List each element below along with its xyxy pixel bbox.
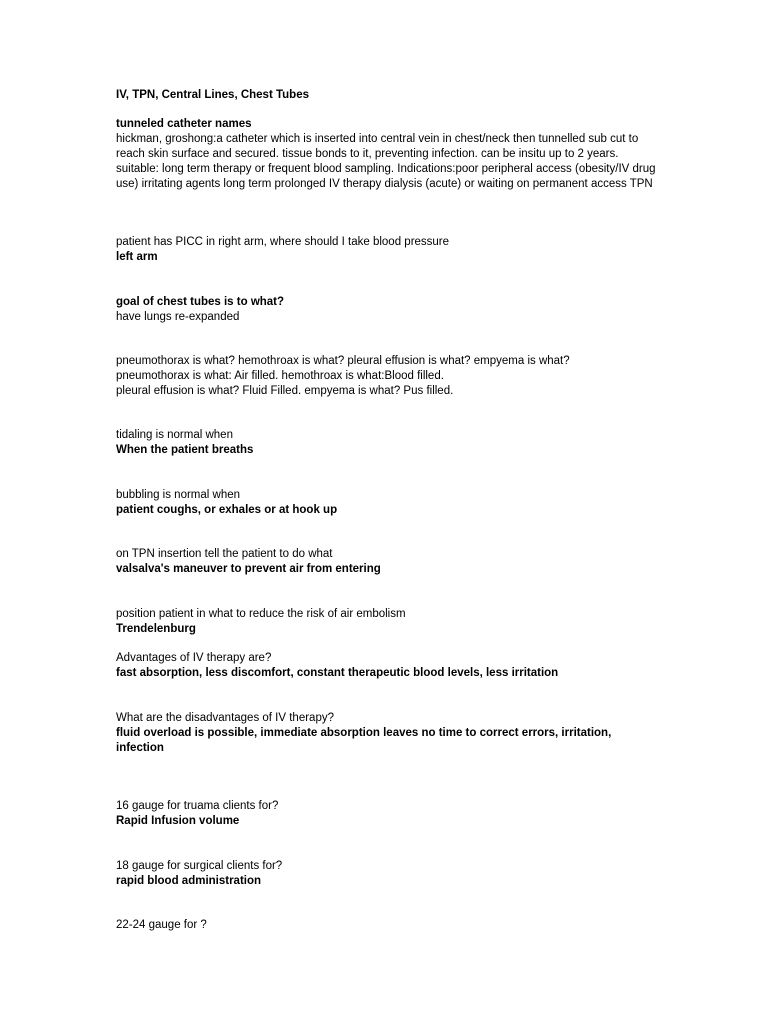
card-question: tunneled catheter names [116, 118, 252, 130]
card-bubbling [116, 488, 661, 518]
card-answer: patient coughs, or exhales or at hook up [116, 504, 338, 516]
card-question: 18 gauge for surgical clients for? [116, 860, 283, 872]
card-answer: left arm [116, 251, 158, 263]
card-18-gauge [116, 859, 661, 889]
card-question: position patient in what to reduce the risk of air embolism [116, 608, 406, 620]
card-picc [116, 235, 661, 265]
card-answer: When the patient breaths [116, 444, 254, 456]
document-title: IV, TPN, Central Lines, Chest Tubes [116, 89, 309, 101]
card-answer: Trendelenburg [116, 623, 196, 635]
card-question: Advantages of IV therapy are? [116, 652, 272, 664]
card-tpn-insertion [116, 547, 661, 577]
card-pneumothorax [116, 354, 661, 399]
card-answer: rapid blood administration [116, 875, 262, 887]
card-question: pneumothorax is what? hemothroax is what? pleural effusion is what? empyema is what? [116, 355, 570, 367]
card-question: patient has PICC in right arm, where should I take blood pressure [116, 236, 450, 248]
card-chest-tubes-goal [116, 295, 661, 325]
card-question: 16 gauge for truama clients for? [116, 800, 279, 812]
card-answer: hickman, groshong:a catheter which is inserted into central vein in chest/neck then tunnelled sub cut to reach skin surface and secured. tissue bonds to it, preventing infection. can be insitu up to 2 years. suitable: long term therapy or frequent blood sampling. Indications:poor peripheral access (obesity/IV drug use) irritating agents long term prolonged IV therapy dialysis (acute) or waiting on permanent access TPN [116, 133, 659, 190]
document-title-block [116, 88, 661, 111]
card-question: 22-24 gauge for ? [116, 919, 207, 931]
card-question: bubbling is normal when [116, 489, 241, 501]
card-answer: valsalva's maneuver to prevent air from entering [116, 563, 381, 575]
card-answer: have lungs re-expanded [116, 311, 240, 323]
card-16-gauge [116, 799, 661, 829]
card-iv-advantages [116, 651, 661, 681]
card-22-24-gauge [116, 918, 661, 933]
card-air-embolism [116, 607, 661, 637]
card-question: tidaling is normal when [116, 429, 233, 441]
card-question: goal of chest tubes is to what? [116, 296, 285, 308]
card-question: What are the disadvantages of IV therapy? [116, 712, 334, 724]
card-tidaling [116, 428, 661, 458]
card-answer: Rapid Infusion volume [116, 815, 240, 827]
card-iv-disadvantages [116, 711, 661, 756]
card-answer: fast absorption, less discomfort, constant therapeutic blood levels, less irritation [116, 667, 559, 679]
card-tunneled-catheter [116, 117, 661, 192]
card-answer: fluid overload is possible, immediate absorption leaves no time to correct errors, irritation, infection [116, 727, 615, 754]
card-question: on TPN insertion tell the patient to do what [116, 548, 333, 560]
card-answer: pneumothorax is what: Air filled. hemothroax is what:Blood filled. pleural effusion is what? Fluid Filled. empyema is what? Pus filled. [116, 370, 454, 397]
